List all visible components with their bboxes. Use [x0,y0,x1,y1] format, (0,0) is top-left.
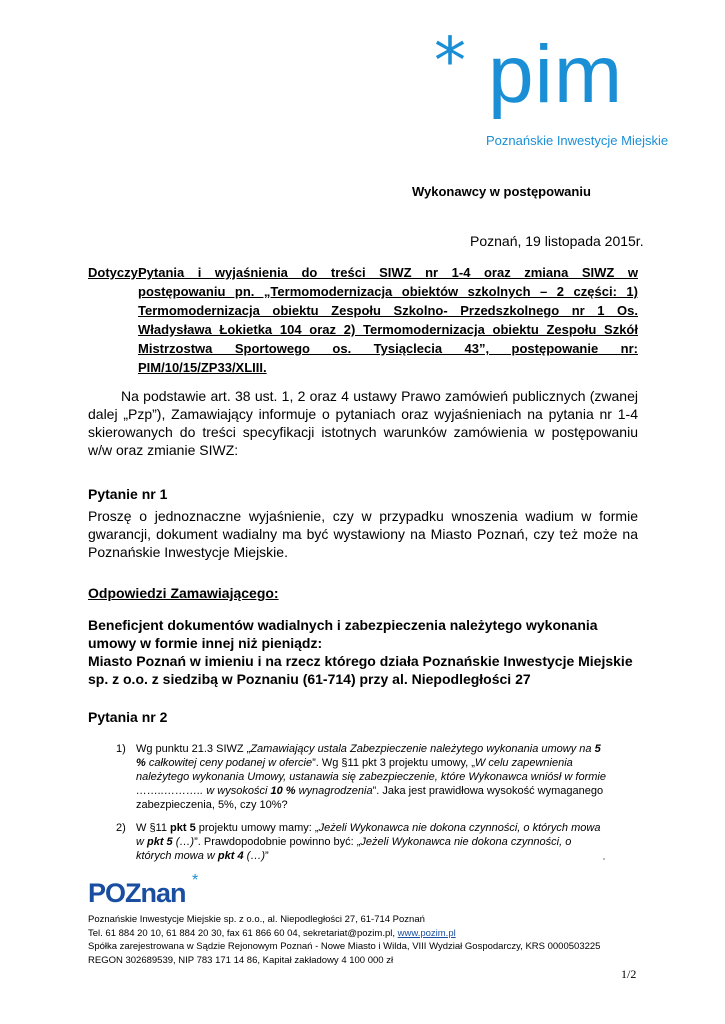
pim-logo-word: pim [488,29,624,120]
subject-label: Dotyczy: [88,265,143,280]
pim-logo-subtitle: Poznańskie Inwestycje Miejskie [486,133,669,148]
text-run: Jeżeli Wykonawca nie dokona czynności, o których mowa w [136,836,572,862]
text-run: Wg punktu 21.3 SIWZ „ [136,743,251,755]
answer-beneficiary: Beneficjent dokumentów wadialnych i zabezpieczenia należytego wykonania umowy w formie innej niż pieniądz: [88,617,598,651]
subject-text [138,263,638,377]
recipient: Wykonawcy w postępowaniu [412,184,591,199]
text-run: projektu umowy mamy: „ [195,822,319,834]
text-run: ” [265,850,269,862]
website-link[interactable]: www.pozim.pl [397,927,456,939]
footer-address: Poznańskie Inwestycje Miejskie sp. z o.o., al. Niepodległości 27, 61-714 Poznań [88,914,425,925]
text-run: pkt 5 [147,836,173,848]
list-item [116,821,606,863]
poznan-logo: POZnan [88,878,186,908]
intro-paragraph: Na podstawie art. 38 ust. 1, 2 oraz 4 ustawy Prawo zamówień publicznych (zwanej dalej „Pzp”), Zamawiający informuje o pytaniach oraz wyjaśnieniach na pytania nr 1-4 skierowanych do treści specyfikacji istotnych warunków zamówienia w postępowaniu w/w oraz zmianie SIWZ: [88,388,638,458]
list-item [116,742,606,812]
answer-text [88,616,638,688]
list-number: 2) [116,822,126,834]
subject-line: Pytania i wyjaśnienia do treści SIWZ nr 1-4 oraz zmiana SIWZ w [138,265,638,280]
text-run: pkt 4 [217,850,244,862]
subject-line: Termomodernizacja obiektu Zespołu Szkolno- Przedszkolnego nr 1 Os. [138,303,638,318]
text-run: (…) [243,850,265,862]
question1-heading: Pytanie nr 1 [88,486,168,502]
letter-date: Poznań, 19 listopada 2015r. [470,233,644,249]
scan-dot [603,858,605,860]
question2-list [116,742,606,863]
pim-logo-star: * [434,25,466,99]
poznan-logo-star: * [192,872,199,889]
footer-contact [88,927,648,941]
question2-heading: Pytania nr 2 [88,709,168,725]
text-run: (…) [172,836,195,848]
footer-phones: Tel. 61 884 20 10, 61 884 20 30, fax 61 866 60 04, sekretariat@pozim.pl, [88,927,398,939]
text-run: 10 % [270,785,296,797]
footer-registration: Spółka zarejestrowana w Sądzie Rejonowym Poznań - Nowe Miasto i Wilda, VIII Wydział Gospodarczy, KRS 0000503225 [88,941,601,952]
text-run: ”. Wg §11 pkt 3 projektu umowy, „ [312,757,475,769]
subject-line: postępowaniu pn. „Termomodernizacja obiektów szkolnych – 2 części: 1) [138,284,638,299]
subject-line: Władysława Łokietka 104 oraz 2) Termomodernizacja obiektu Zespołu Szkół [138,322,638,337]
text-run: wynagrodzenia [295,785,373,797]
text-run: ”. Jaka jest prawidłowa wysokość wymaganego zabezpieczenia, 5%, czy 10%? [136,785,604,811]
answer-heading: Odpowiedzi Zamawiającego: [88,585,279,601]
subject-line: PIM/10/15/ZP33/XLIII. [138,360,267,375]
text-run: Jeżeli Wykonawca nie dokona czynności, o których mowa w [136,822,601,848]
text-run: całkowitej ceny podanej w ofercie [145,757,313,769]
subject-line: Mistrzostwa Sportowego os. Tysiąclecia 43”, postępowanie nr: [138,341,638,356]
footer-regon: REGON 302689539, NIP 783 171 14 86, Kapitał zakładowy 4 100 000 zł [88,954,394,966]
question1-text: Proszę o jednoznaczne wyjaśnienie, czy w przypadku wnoszenia wadium w formie gwarancji, dokument wadialny ma być wystawiony na Miasto Poznań, czy też może na Poznańskie Inwestycje Miejskie. [88,508,638,560]
text-run: pkt 5 [170,822,196,834]
page-number: 1/2 [621,967,637,981]
answer-city: Miasto Poznań w imieniu i na rzecz którego działa Poznańskie Inwestycje Miejskie sp. z o.o. z siedzibą w Poznaniu (61-714) przy al. Niepodległości 27 [88,653,633,687]
text-run: ”. Prawdopodobnie powinno być: „ [194,836,361,848]
text-run: Zamawiający ustala Zabezpieczenie należytego wykonania umowy na [250,743,595,755]
text-run: W celu zapewnienia należytego wykonania Umowy, ustanawia się zabezpieczenie, które Wykonawca wniósł w formie ……..……….. w wysokości [136,757,606,797]
text-run: 5 % [136,743,601,769]
list-number: 1) [116,743,126,755]
text-run: W §11 [136,822,171,834]
footer-info [88,913,648,967]
